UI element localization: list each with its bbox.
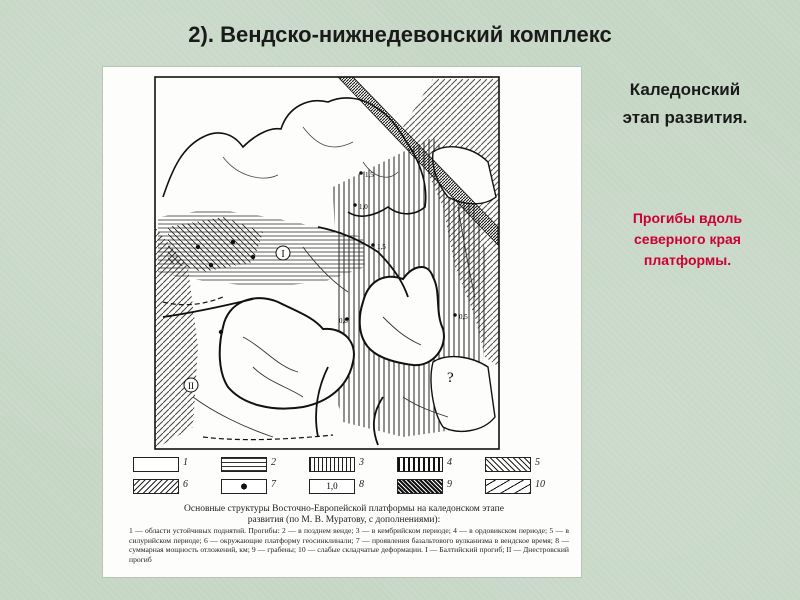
map-legend [133,457,553,499]
legend-explanation: 1 — области устойчивых поднятий. Прогибы: 2 — в позднем венде; 3 — в кембрийском периоде; 4 — в ордовикском периоде; 5 — в силурийском периоде; 6 — окружающие платформу геосинклинали; 7 — проявления базальтового вулканизма в вендское время; 8 — суммарная мощность отложений, км; 9 — грабены; 10 — слабые складчатые деформации. I — Балтийский прогиб; II — Днестровский прогиб [129,526,569,564]
volcanism-point [251,255,255,259]
thickness-label: 1,5 [365,171,374,179]
legend-item [133,457,215,475]
thickness-label: 0,5 [459,313,468,321]
legend-item [221,457,303,475]
legend-swatch-uplift [133,457,179,472]
legend-swatch-deformation [485,479,531,494]
thickness-point [453,313,457,317]
thickness-label: 1,0 [359,203,368,211]
annotation-line: платформы. [643,252,732,268]
legend-number: 7 [271,479,276,490]
annotation-line: северного края [634,231,741,247]
caption-line: Основные структуры Восточно-Европейской платформы на каледонском этапе [184,504,504,514]
legend-swatch-graben [397,479,443,494]
legend-number: 3 [359,457,364,468]
legend-number: 1 [183,457,188,468]
stage-heading-line: этап развития. [622,108,748,127]
volcanism-point [219,330,223,334]
stable-uplift-southeast [431,357,495,432]
legend-number: 9 [447,479,452,490]
legend-swatch-ordovician [397,457,443,472]
thickness-point [353,203,357,207]
trough-1-label: I [281,249,285,260]
legend-item [397,479,479,497]
platform-structure-map [103,67,581,457]
legend-swatch-thickness: 1,0 [309,479,355,494]
legend-item [485,479,567,497]
legend-item [309,457,391,475]
trough-2-label: II [188,381,194,391]
annotation-line: Прогибы вдоль [632,210,743,226]
volcanism-point [231,240,235,244]
legend-item [221,479,303,497]
legend-number: 8 [359,479,364,490]
legend-item [133,479,215,497]
annotation-text [600,208,775,271]
volcanism-point [209,263,213,267]
stage-heading [590,76,780,132]
legend-number: 4 [447,457,452,468]
stage-heading-line: Каледонский [629,80,741,99]
caption-line: развития (по М. В. Муратову, с дополнениями): [247,515,441,525]
volcanism-point [196,245,200,249]
legend-number: 2 [271,457,276,468]
legend-number: 10 [535,479,545,490]
legend-item [485,457,567,475]
slide-title: 2). Вендско-нижнедевонский комплекс [188,22,612,47]
legend-number: 6 [183,479,188,490]
stable-uplift-central [220,298,354,408]
legend-swatch-geosyncline [133,479,179,494]
legend-item [309,479,391,497]
legend-swatch-volcanism [221,479,267,494]
legend-swatch-cambrian [309,457,355,472]
thickness-point [359,171,363,175]
thickness-label: 0,8 [339,317,348,325]
legend-item [397,457,479,475]
legend-swatch-silurian [485,457,531,472]
thickness-label: 1,5 [377,243,386,251]
unknown-area-mark: ? [447,370,454,386]
figure-caption [129,504,559,526]
legend-swatch-late-vendian [221,457,267,472]
figure-panel [103,67,581,577]
thickness-point [371,243,375,247]
legend-number: 5 [535,457,540,468]
